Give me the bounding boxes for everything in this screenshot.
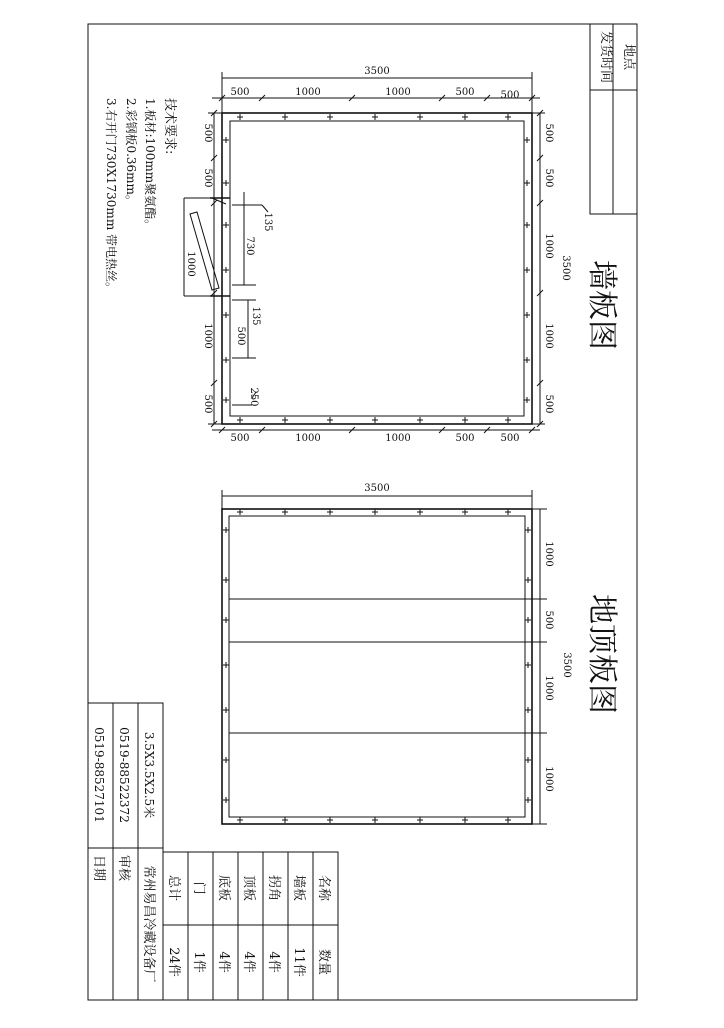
wall-total-height: 3500: [560, 255, 571, 281]
door-detail: [184, 192, 273, 407]
wall-left-seg: 1000: [202, 323, 213, 349]
ship-date-label: 发货时间: [598, 30, 613, 84]
row-qty: 24件: [166, 947, 181, 977]
wall-panel-joints: [223, 114, 530, 423]
door-dim: 500: [235, 326, 246, 346]
company-name: 常州易昌冷藏设备厂: [141, 865, 156, 983]
wall-right-seg: 1000: [543, 233, 554, 259]
row-name: 墙板: [291, 874, 306, 902]
floor-total-height: 3500: [561, 652, 572, 678]
floor-inner-frame: [229, 516, 525, 817]
wall-title: 墙板图: [584, 260, 619, 350]
wall-inner-frame: [230, 121, 524, 416]
door-dim: 730: [244, 236, 255, 256]
room-size: 3.5X3.5X2.5米: [142, 731, 156, 819]
door-dim: 135: [262, 212, 273, 232]
wall-left-seg: 500: [202, 168, 213, 188]
wall-top-seg: 500: [500, 90, 520, 101]
floor-right-seg: 1000: [543, 766, 554, 792]
row-name: 拐角: [266, 874, 281, 902]
row-qty: 1件: [191, 951, 206, 973]
date-label: 日期: [91, 854, 106, 882]
wall-bottom-seg: 500: [230, 433, 250, 444]
header-box: [590, 24, 637, 214]
review-label: 审核: [116, 854, 131, 882]
row-name: 顶板: [241, 874, 256, 902]
phone-2: 0519-88527101: [92, 727, 106, 823]
floor-right-seg: 1000: [543, 541, 554, 567]
spec-box: [88, 703, 163, 1000]
row-qty: 11件: [291, 947, 306, 977]
wall-bottom-seg: 500: [455, 433, 475, 444]
door-dim: 135: [250, 306, 261, 326]
phone-1: 0519-88522372: [117, 727, 131, 823]
table-header-name: 名称: [316, 874, 331, 902]
floor-roof-panel-drawing: [222, 483, 619, 824]
door-width: 1000: [185, 251, 196, 277]
row-name: 底板: [216, 874, 231, 902]
wall-right-seg: 500: [543, 123, 554, 143]
door-dim: 250: [248, 387, 259, 407]
row-qty: 4件: [266, 951, 281, 973]
row-qty: 4件: [241, 951, 256, 973]
floor-total-width: 3500: [364, 483, 390, 494]
wall-right-seg: 500: [543, 168, 554, 188]
wall-left-seg: 500: [202, 394, 213, 414]
table-header-qty: 数量: [316, 948, 331, 976]
floor-roof-title: 地顶板图: [584, 594, 619, 714]
wall-total-width: 3500: [364, 66, 390, 77]
wall-top-seg: 1000: [295, 87, 321, 98]
wall-outer-frame: [222, 113, 532, 424]
wall-top-seg: 500: [455, 87, 475, 98]
note-item: 2.彩钢板0.36mm。: [124, 98, 138, 207]
wall-bottom-seg: 1000: [295, 433, 321, 444]
note-item: 1.板材:100mm聚氨酯。: [143, 98, 157, 232]
wall-bottom-seg: 1000: [385, 433, 411, 444]
wall-left-seg: 500: [202, 123, 213, 143]
floor-outer-frame: [222, 509, 532, 824]
row-name: 门: [191, 881, 206, 895]
wall-top-seg: 500: [230, 87, 250, 98]
notes-heading: 技术要求:: [162, 98, 177, 155]
parts-table: [163, 852, 338, 1000]
note-item: 3.右开门730X1730mm 带电热丝。: [104, 98, 118, 295]
wall-top-seg: 1000: [385, 87, 411, 98]
floor-right-seg: 1000: [543, 675, 554, 701]
row-qty: 4件: [216, 951, 231, 973]
wall-bottom-seg: 500: [500, 433, 520, 444]
location-label: 地点: [621, 43, 636, 71]
floor-right-seg: 500: [543, 610, 554, 630]
wall-panel-drawing: [184, 66, 619, 444]
technical-notes: [104, 98, 178, 294]
wall-right-seg: 1000: [543, 323, 554, 349]
row-name: 总计: [166, 874, 181, 902]
wall-right-seg: 500: [543, 394, 554, 414]
